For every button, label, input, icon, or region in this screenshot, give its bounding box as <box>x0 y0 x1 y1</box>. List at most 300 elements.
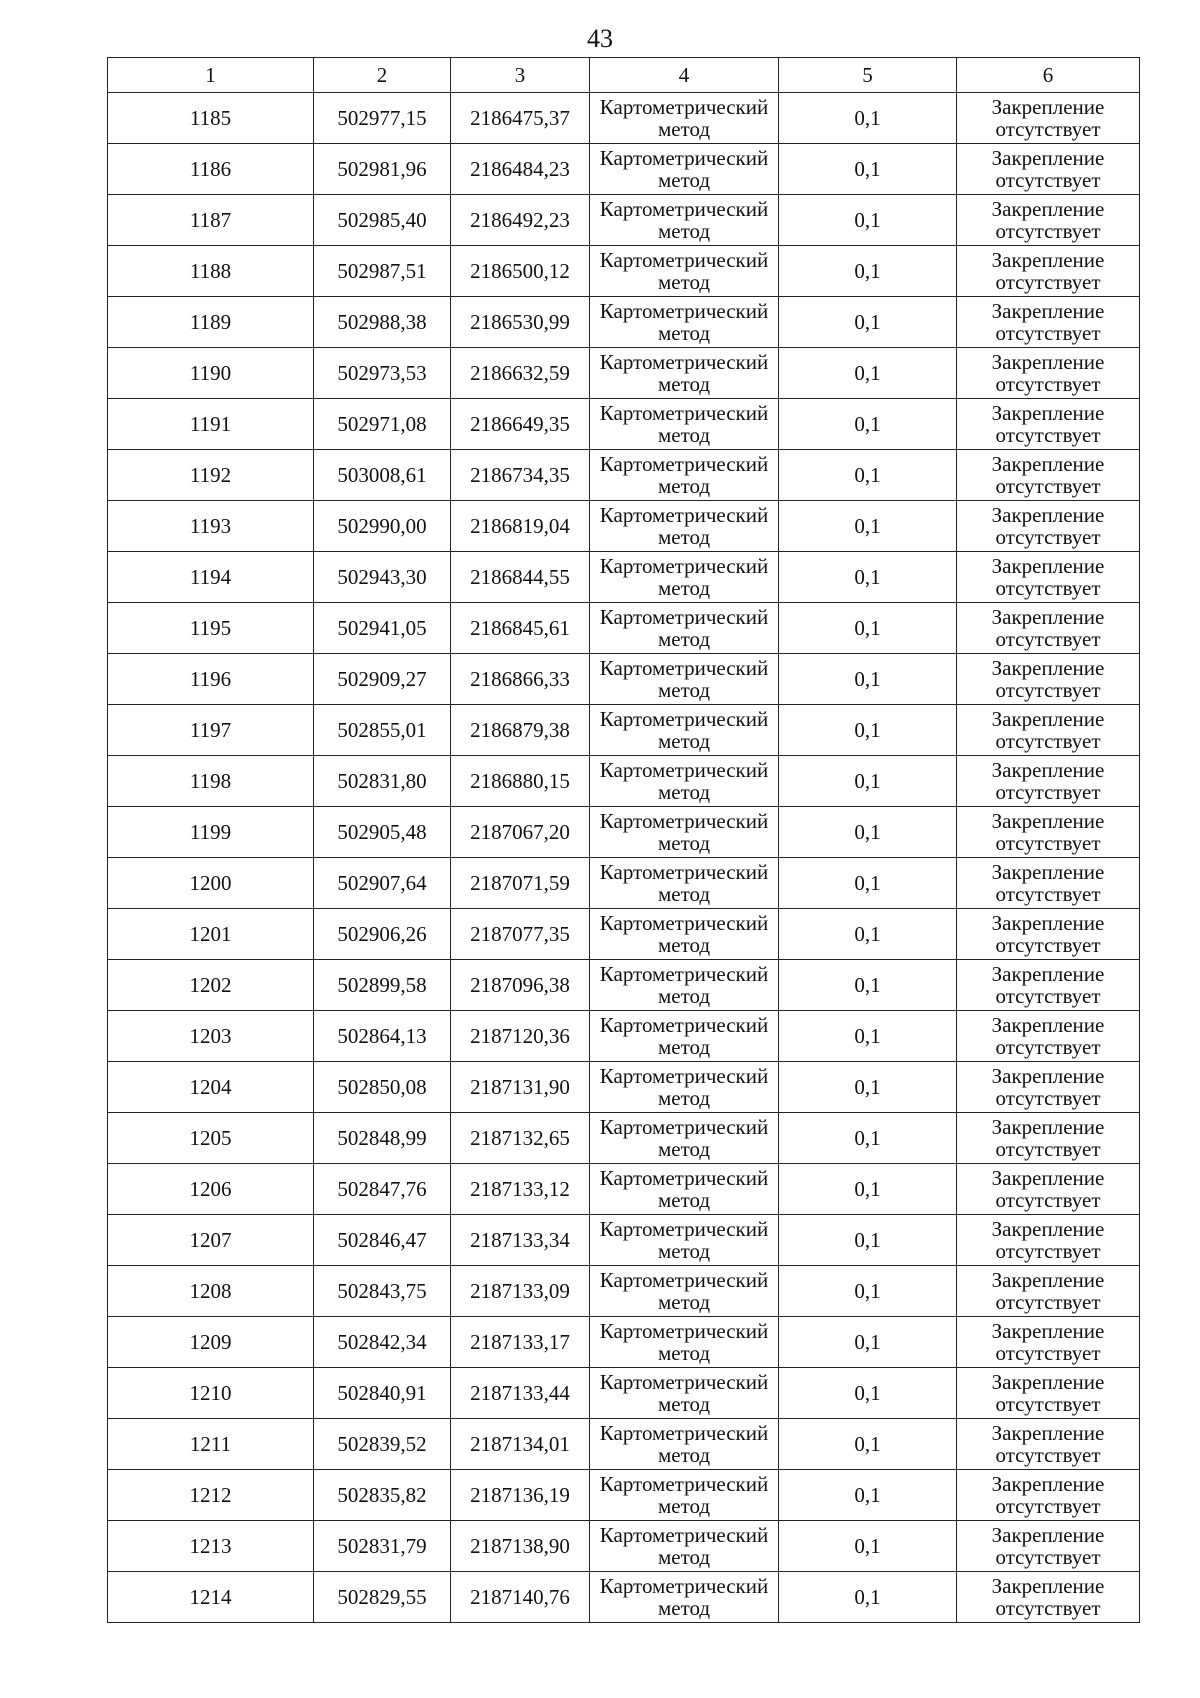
method-cell <box>590 603 779 654</box>
fixing-cell <box>957 1470 1140 1521</box>
x-coordinate-cell: 502850,08 <box>314 1062 451 1113</box>
fixing-cell-line: отсутствует <box>995 321 1101 345</box>
method-cell <box>590 552 779 603</box>
method-cell <box>590 1215 779 1266</box>
fixing-cell-line: отсутствует <box>995 1545 1101 1569</box>
point-number-cell: 1202 <box>108 960 314 1011</box>
method-cell-line: Картометрический <box>599 656 769 680</box>
point-number-cell: 1200 <box>108 858 314 909</box>
point-number-cell: 1208 <box>108 1266 314 1317</box>
accuracy-cell: 0,1 <box>779 858 957 909</box>
point-number-cell: 1197 <box>108 705 314 756</box>
x-coordinate-cell: 502835,82 <box>314 1470 451 1521</box>
point-number-cell: 1211 <box>108 1419 314 1470</box>
point-number-cell: 1214 <box>108 1572 314 1623</box>
point-number-cell: 1206 <box>108 1164 314 1215</box>
method-cell-line: метод <box>657 1086 711 1110</box>
fixing-cell <box>957 297 1140 348</box>
table-row <box>108 399 1140 450</box>
fixing-cell <box>957 603 1140 654</box>
method-cell <box>590 1062 779 1113</box>
y-coordinate-cell: 2187131,90 <box>451 1062 590 1113</box>
accuracy-cell: 0,1 <box>779 1266 957 1317</box>
fixing-cell-line: Закрепление <box>991 452 1105 476</box>
table-row <box>108 603 1140 654</box>
x-coordinate-cell: 502847,76 <box>314 1164 451 1215</box>
method-cell <box>590 858 779 909</box>
point-number-cell: 1203 <box>108 1011 314 1062</box>
method-cell-line: Картометрический <box>599 1421 769 1445</box>
accuracy-cell: 0,1 <box>779 195 957 246</box>
fixing-cell-line: Закрепление <box>991 146 1105 170</box>
method-cell-line: метод <box>657 423 711 447</box>
y-coordinate-cell: 2186500,12 <box>451 246 590 297</box>
y-coordinate-cell: 2186649,35 <box>451 399 590 450</box>
y-coordinate-cell: 2187133,17 <box>451 1317 590 1368</box>
table-row <box>108 1317 1140 1368</box>
fixing-cell <box>957 1317 1140 1368</box>
x-coordinate-cell: 502941,05 <box>314 603 451 654</box>
fixing-cell-line: отсутствует <box>995 168 1101 192</box>
x-coordinate-cell: 502987,51 <box>314 246 451 297</box>
method-cell-line: метод <box>657 219 711 243</box>
method-cell-line: Картометрический <box>599 962 769 986</box>
point-number-cell: 1192 <box>108 450 314 501</box>
x-coordinate-cell: 502971,08 <box>314 399 451 450</box>
fixing-cell-line: отсутствует <box>995 831 1101 855</box>
method-cell <box>590 501 779 552</box>
fixing-cell <box>957 450 1140 501</box>
method-cell-line: метод <box>657 627 711 651</box>
fixing-cell-line: отсутствует <box>995 1290 1101 1314</box>
accuracy-cell: 0,1 <box>779 909 957 960</box>
column-header-5: 5 <box>779 58 957 93</box>
method-cell-line: метод <box>657 831 711 855</box>
fixing-cell-line: Закрепление <box>991 1268 1105 1292</box>
fixing-cell-line: Закрепление <box>991 605 1105 629</box>
method-cell <box>590 1419 779 1470</box>
method-cell <box>590 909 779 960</box>
x-coordinate-cell: 502985,40 <box>314 195 451 246</box>
method-cell-line: метод <box>657 1341 711 1365</box>
method-cell <box>590 144 779 195</box>
point-number-cell: 1186 <box>108 144 314 195</box>
y-coordinate-cell: 2186844,55 <box>451 552 590 603</box>
method-cell-line: метод <box>657 678 711 702</box>
accuracy-cell: 0,1 <box>779 1164 957 1215</box>
accuracy-cell: 0,1 <box>779 1470 957 1521</box>
method-cell <box>590 705 779 756</box>
accuracy-cell: 0,1 <box>779 960 957 1011</box>
point-number-cell: 1212 <box>108 1470 314 1521</box>
method-cell <box>590 93 779 144</box>
point-number-cell: 1198 <box>108 756 314 807</box>
x-coordinate-cell: 502839,52 <box>314 1419 451 1470</box>
method-cell <box>590 1470 779 1521</box>
method-cell-line: Картометрический <box>599 452 769 476</box>
x-coordinate-cell: 502909,27 <box>314 654 451 705</box>
table-row <box>108 756 1140 807</box>
x-coordinate-cell: 502943,30 <box>314 552 451 603</box>
x-coordinate-cell: 502906,26 <box>314 909 451 960</box>
page-number: 43 <box>587 24 613 53</box>
table-body <box>108 93 1140 1623</box>
accuracy-cell: 0,1 <box>779 1062 957 1113</box>
point-number-cell: 1196 <box>108 654 314 705</box>
y-coordinate-cell: 2187133,34 <box>451 1215 590 1266</box>
header-row <box>108 58 1140 93</box>
method-cell-line: Картометрический <box>599 1574 769 1598</box>
method-cell <box>590 450 779 501</box>
fixing-cell-line: Закрепление <box>991 554 1105 578</box>
fixing-cell-line: отсутствует <box>995 1086 1101 1110</box>
table-row <box>108 1062 1140 1113</box>
method-cell-line: Картометрический <box>599 1064 769 1088</box>
table-row <box>108 705 1140 756</box>
table-row <box>108 1011 1140 1062</box>
fixing-cell-line: Закрепление <box>991 503 1105 527</box>
method-cell-line: метод <box>657 780 711 804</box>
x-coordinate-cell: 502864,13 <box>314 1011 451 1062</box>
accuracy-cell: 0,1 <box>779 450 957 501</box>
fixing-cell-line: отсутствует <box>995 1188 1101 1212</box>
y-coordinate-cell: 2186880,15 <box>451 756 590 807</box>
method-cell-line: Картометрический <box>599 1217 769 1241</box>
table-row <box>108 1266 1140 1317</box>
x-coordinate-cell: 502842,34 <box>314 1317 451 1368</box>
accuracy-cell: 0,1 <box>779 807 957 858</box>
fixing-cell-line: Закрепление <box>991 1370 1105 1394</box>
fixing-cell-line: отсутствует <box>995 729 1101 753</box>
method-cell-line: Картометрический <box>599 1523 769 1547</box>
method-cell-line: Картометрический <box>599 1115 769 1139</box>
method-cell-line: метод <box>657 1596 711 1620</box>
x-coordinate-cell: 502988,38 <box>314 297 451 348</box>
table-row <box>108 654 1140 705</box>
fixing-cell-line: отсутствует <box>995 780 1101 804</box>
x-coordinate-cell: 502905,48 <box>314 807 451 858</box>
table-row <box>108 909 1140 960</box>
coordinates-table <box>107 57 1140 1623</box>
table-row <box>108 1113 1140 1164</box>
method-cell-line: метод <box>657 372 711 396</box>
y-coordinate-cell: 2186866,33 <box>451 654 590 705</box>
method-cell-line: Картометрический <box>599 503 769 527</box>
fixing-cell-line: отсутствует <box>995 1239 1101 1263</box>
fixing-cell-line: Закрепление <box>991 1115 1105 1139</box>
method-cell <box>590 1164 779 1215</box>
method-cell <box>590 297 779 348</box>
method-cell-line: метод <box>657 1188 711 1212</box>
accuracy-cell: 0,1 <box>779 1215 957 1266</box>
fixing-cell-line: Закрепление <box>991 299 1105 323</box>
fixing-cell-line: отсутствует <box>995 1443 1101 1467</box>
y-coordinate-cell: 2187134,01 <box>451 1419 590 1470</box>
method-cell <box>590 246 779 297</box>
accuracy-cell: 0,1 <box>779 1419 957 1470</box>
fixing-cell-line: отсутствует <box>995 1392 1101 1416</box>
table-row <box>108 93 1140 144</box>
fixing-cell-line: Закрепление <box>991 809 1105 833</box>
method-cell-line: метод <box>657 1443 711 1467</box>
method-cell <box>590 756 779 807</box>
fixing-cell <box>957 348 1140 399</box>
method-cell-line: Картометрический <box>599 1319 769 1343</box>
fixing-cell-line: Закрепление <box>991 350 1105 374</box>
fixing-cell <box>957 1164 1140 1215</box>
x-coordinate-cell: 502899,58 <box>314 960 451 1011</box>
point-number-cell: 1190 <box>108 348 314 399</box>
method-cell-line: метод <box>657 1545 711 1569</box>
accuracy-cell: 0,1 <box>779 654 957 705</box>
fixing-cell-line: Закрепление <box>991 911 1105 935</box>
point-number-cell: 1213 <box>108 1521 314 1572</box>
method-cell-line: Картометрический <box>599 1472 769 1496</box>
x-coordinate-cell: 502973,53 <box>314 348 451 399</box>
point-number-cell: 1207 <box>108 1215 314 1266</box>
x-coordinate-cell: 502843,75 <box>314 1266 451 1317</box>
method-cell-line: Картометрический <box>599 809 769 833</box>
method-cell-line: метод <box>657 729 711 753</box>
point-number-cell: 1191 <box>108 399 314 450</box>
method-cell-line: метод <box>657 933 711 957</box>
x-coordinate-cell: 502846,47 <box>314 1215 451 1266</box>
fixing-cell-line: отсутствует <box>995 1596 1101 1620</box>
point-number-cell: 1185 <box>108 93 314 144</box>
method-cell-line: Картометрический <box>599 1013 769 1037</box>
accuracy-cell: 0,1 <box>779 1113 957 1164</box>
table-row <box>108 1572 1140 1623</box>
accuracy-cell: 0,1 <box>779 144 957 195</box>
method-cell-line: метод <box>657 882 711 906</box>
method-cell <box>590 1521 779 1572</box>
point-number-cell: 1204 <box>108 1062 314 1113</box>
accuracy-cell: 0,1 <box>779 297 957 348</box>
method-cell-line: Картометрический <box>599 860 769 884</box>
table-row <box>108 450 1140 501</box>
x-coordinate-cell: 503008,61 <box>314 450 451 501</box>
fixing-cell-line: отсутствует <box>995 219 1101 243</box>
accuracy-cell: 0,1 <box>779 501 957 552</box>
fixing-cell-line: отсутствует <box>995 984 1101 1008</box>
fixing-cell-line: Закрепление <box>991 1064 1105 1088</box>
table-row <box>108 1470 1140 1521</box>
method-cell-line: Картометрический <box>599 758 769 782</box>
y-coordinate-cell: 2187138,90 <box>451 1521 590 1572</box>
method-cell-line: метод <box>657 1239 711 1263</box>
accuracy-cell: 0,1 <box>779 1317 957 1368</box>
method-cell-line: метод <box>657 1290 711 1314</box>
y-coordinate-cell: 2187136,19 <box>451 1470 590 1521</box>
x-coordinate-cell: 502840,91 <box>314 1368 451 1419</box>
method-cell-line: Картометрический <box>599 1268 769 1292</box>
method-cell <box>590 1368 779 1419</box>
method-cell <box>590 399 779 450</box>
method-cell-line: Картометрический <box>599 911 769 935</box>
fixing-cell-line: отсутствует <box>995 933 1101 957</box>
method-cell-line: Картометрический <box>599 299 769 323</box>
table-row <box>108 348 1140 399</box>
method-cell-line: метод <box>657 117 711 141</box>
fixing-cell <box>957 1215 1140 1266</box>
method-cell-line: метод <box>657 984 711 1008</box>
fixing-cell-line: Закрепление <box>991 1166 1105 1190</box>
method-cell-line: метод <box>657 1035 711 1059</box>
method-cell-line: Картометрический <box>599 146 769 170</box>
y-coordinate-cell: 2187096,38 <box>451 960 590 1011</box>
fixing-cell <box>957 399 1140 450</box>
y-coordinate-cell: 2186819,04 <box>451 501 590 552</box>
method-cell-line: Картометрический <box>599 401 769 425</box>
column-header-1: 1 <box>108 58 314 93</box>
table-row <box>108 1419 1140 1470</box>
fixing-cell <box>957 501 1140 552</box>
fixing-cell-line: Закрепление <box>991 707 1105 731</box>
column-header-3: 3 <box>451 58 590 93</box>
method-cell <box>590 807 779 858</box>
accuracy-cell: 0,1 <box>779 246 957 297</box>
fixing-cell <box>957 1011 1140 1062</box>
fixing-cell <box>957 807 1140 858</box>
y-coordinate-cell: 2186632,59 <box>451 348 590 399</box>
method-cell-line: метод <box>657 270 711 294</box>
fixing-cell <box>957 1062 1140 1113</box>
point-number-cell: 1205 <box>108 1113 314 1164</box>
method-cell-line: Картометрический <box>599 95 769 119</box>
accuracy-cell: 0,1 <box>779 552 957 603</box>
fixing-cell-line: Закрепление <box>991 401 1105 425</box>
fixing-cell <box>957 960 1140 1011</box>
point-number-cell: 1189 <box>108 297 314 348</box>
method-cell-line: метод <box>657 321 711 345</box>
fixing-cell-line: Закрепление <box>991 1217 1105 1241</box>
accuracy-cell: 0,1 <box>779 1521 957 1572</box>
y-coordinate-cell: 2187071,59 <box>451 858 590 909</box>
table-row <box>108 552 1140 603</box>
fixing-cell-line: отсутствует <box>995 525 1101 549</box>
table-row <box>108 960 1140 1011</box>
fixing-cell-line: отсутствует <box>995 117 1101 141</box>
fixing-cell-line: отсутствует <box>995 1035 1101 1059</box>
accuracy-cell: 0,1 <box>779 1572 957 1623</box>
point-number-cell: 1199 <box>108 807 314 858</box>
y-coordinate-cell: 2186530,99 <box>451 297 590 348</box>
table-row <box>108 807 1140 858</box>
fixing-cell <box>957 909 1140 960</box>
fixing-cell-line: Закрепление <box>991 248 1105 272</box>
fixing-cell <box>957 1266 1140 1317</box>
fixing-cell <box>957 195 1140 246</box>
y-coordinate-cell: 2187133,44 <box>451 1368 590 1419</box>
x-coordinate-cell: 502855,01 <box>314 705 451 756</box>
y-coordinate-cell: 2187120,36 <box>451 1011 590 1062</box>
x-coordinate-cell: 502981,96 <box>314 144 451 195</box>
column-header-2: 2 <box>314 58 451 93</box>
fixing-cell-line: Закрепление <box>991 1472 1105 1496</box>
method-cell-line: Картометрический <box>599 248 769 272</box>
fixing-cell-line: отсутствует <box>995 882 1101 906</box>
point-number-cell: 1195 <box>108 603 314 654</box>
accuracy-cell: 0,1 <box>779 348 957 399</box>
fixing-cell-line: Закрепление <box>991 95 1105 119</box>
fixing-cell-line: отсутствует <box>995 576 1101 600</box>
accuracy-cell: 0,1 <box>779 399 957 450</box>
fixing-cell <box>957 144 1140 195</box>
accuracy-cell: 0,1 <box>779 1368 957 1419</box>
method-cell <box>590 1266 779 1317</box>
accuracy-cell: 0,1 <box>779 1011 957 1062</box>
fixing-cell-line: Закрепление <box>991 860 1105 884</box>
method-cell-line: Картометрический <box>599 1166 769 1190</box>
fixing-cell-line: Закрепление <box>991 1574 1105 1598</box>
x-coordinate-cell: 502990,00 <box>314 501 451 552</box>
fixing-cell <box>957 246 1140 297</box>
y-coordinate-cell: 2187140,76 <box>451 1572 590 1623</box>
x-coordinate-cell: 502907,64 <box>314 858 451 909</box>
fixing-cell-line: отсутствует <box>995 1494 1101 1518</box>
table-row <box>108 501 1140 552</box>
fixing-cell <box>957 1521 1140 1572</box>
fixing-cell-line: отсутствует <box>995 1137 1101 1161</box>
fixing-cell-line: отсутствует <box>995 1341 1101 1365</box>
fixing-cell-line: Закрепление <box>991 962 1105 986</box>
accuracy-cell: 0,1 <box>779 756 957 807</box>
method-cell-line: Картометрический <box>599 554 769 578</box>
method-cell-line: метод <box>657 1392 711 1416</box>
accuracy-cell: 0,1 <box>779 93 957 144</box>
point-number-cell: 1209 <box>108 1317 314 1368</box>
table-row <box>108 246 1140 297</box>
fixing-cell-line: отсутствует <box>995 270 1101 294</box>
method-cell <box>590 654 779 705</box>
accuracy-cell: 0,1 <box>779 705 957 756</box>
fixing-cell-line: отсутствует <box>995 627 1101 651</box>
method-cell <box>590 1572 779 1623</box>
fixing-cell-line: Закрепление <box>991 1523 1105 1547</box>
method-cell <box>590 1317 779 1368</box>
x-coordinate-cell: 502848,99 <box>314 1113 451 1164</box>
fixing-cell <box>957 1113 1140 1164</box>
method-cell-line: Картометрический <box>599 605 769 629</box>
method-cell <box>590 195 779 246</box>
fixing-cell <box>957 1572 1140 1623</box>
table-row <box>108 1368 1140 1419</box>
fixing-cell <box>957 93 1140 144</box>
table-row <box>108 858 1140 909</box>
fixing-cell-line: отсутствует <box>995 678 1101 702</box>
table-row <box>108 144 1140 195</box>
point-number-cell: 1188 <box>108 246 314 297</box>
fixing-cell-line: Закрепление <box>991 758 1105 782</box>
table-row <box>108 1215 1140 1266</box>
method-cell-line: Картометрический <box>599 1370 769 1394</box>
fixing-cell-line: Закрепление <box>991 197 1105 221</box>
y-coordinate-cell: 2187077,35 <box>451 909 590 960</box>
point-number-cell: 1201 <box>108 909 314 960</box>
fixing-cell-line: Закрепление <box>991 1421 1105 1445</box>
x-coordinate-cell: 502977,15 <box>314 93 451 144</box>
table-row <box>108 1164 1140 1215</box>
y-coordinate-cell: 2187067,20 <box>451 807 590 858</box>
y-coordinate-cell: 2187133,09 <box>451 1266 590 1317</box>
y-coordinate-cell: 2186484,23 <box>451 144 590 195</box>
method-cell-line: метод <box>657 1494 711 1518</box>
fixing-cell-line: отсутствует <box>995 423 1101 447</box>
y-coordinate-cell: 2186734,35 <box>451 450 590 501</box>
fixing-cell <box>957 1419 1140 1470</box>
x-coordinate-cell: 502831,79 <box>314 1521 451 1572</box>
accuracy-cell: 0,1 <box>779 603 957 654</box>
